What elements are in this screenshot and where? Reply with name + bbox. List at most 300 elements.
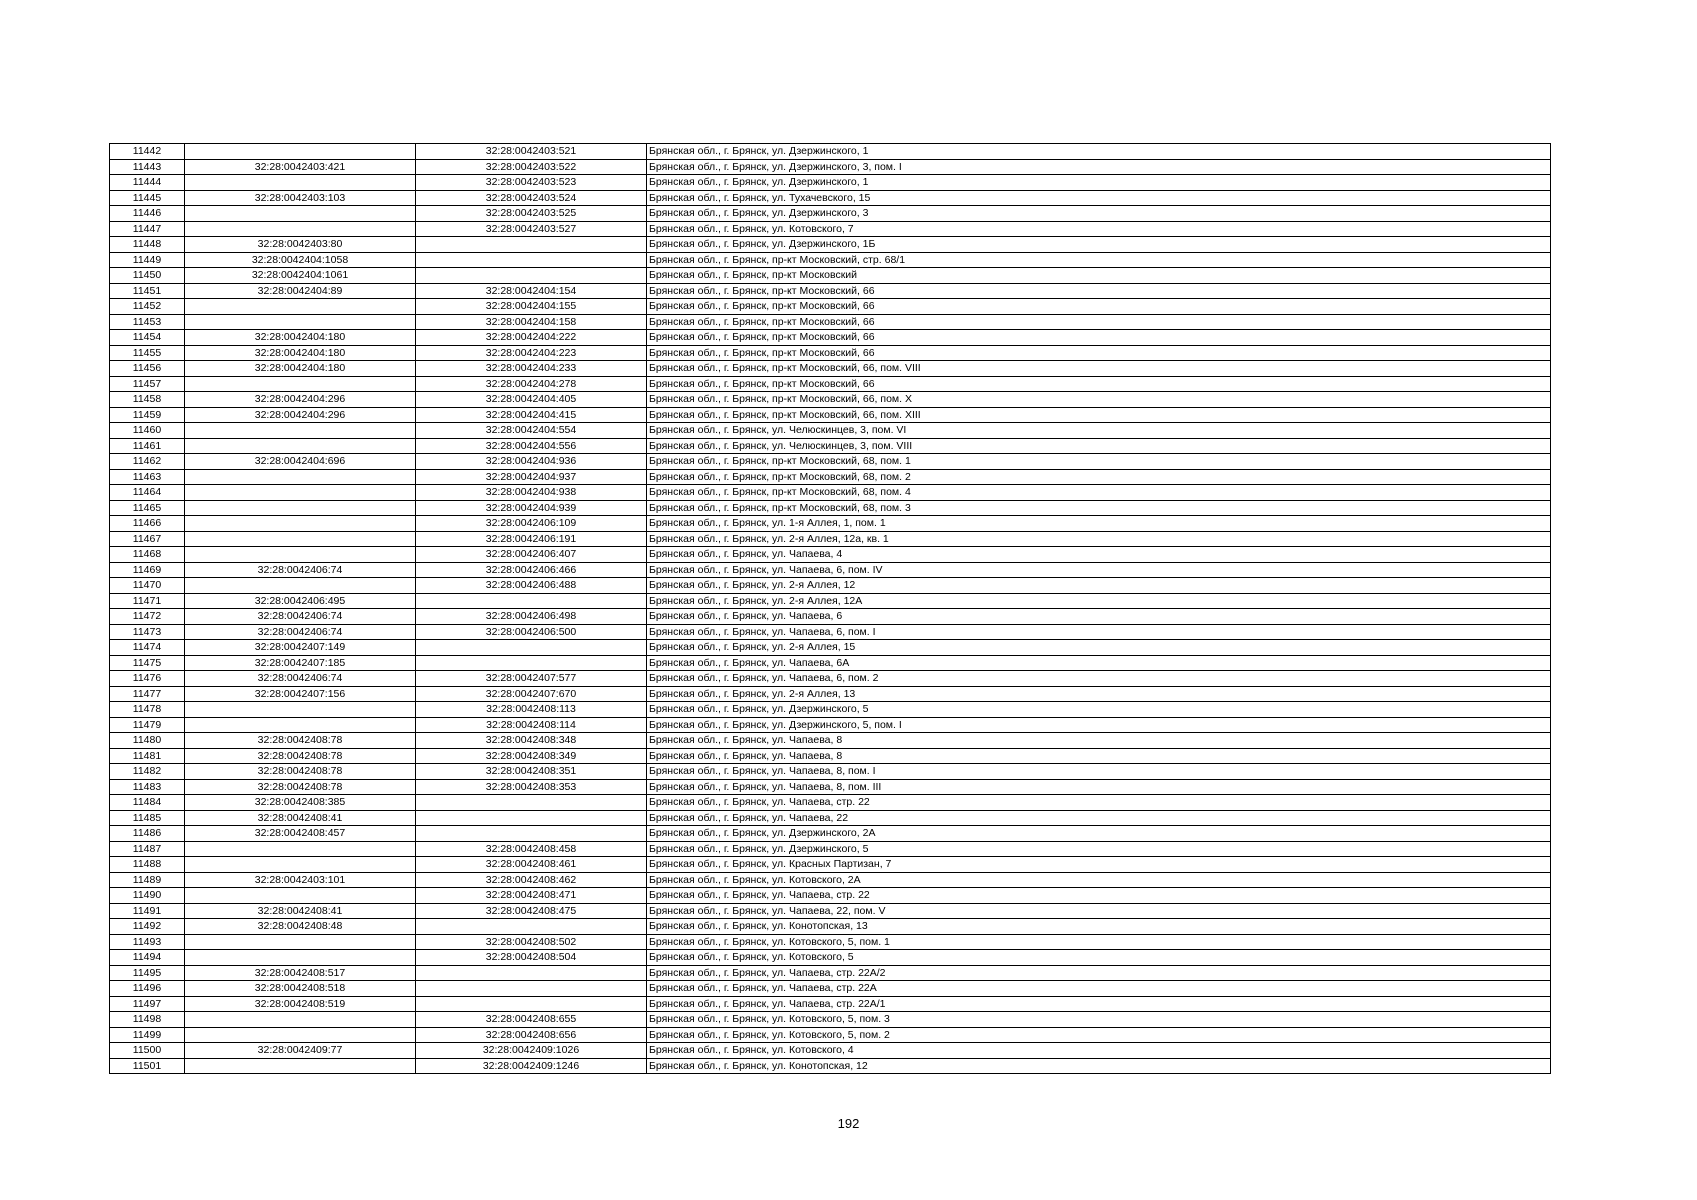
table-row: [110, 1058, 1551, 1074]
parcel-number-cell: 32:28:0042408:41: [185, 903, 416, 919]
parcel-number-cell: 32:28:0042408:518: [185, 981, 416, 997]
table-row: [110, 1012, 1551, 1028]
address-cell: Брянская обл., г. Брянск, ул. 1-я Аллея, 1, пом. 1: [647, 516, 1551, 532]
table-row: [110, 221, 1551, 237]
table-row: [110, 438, 1551, 454]
row-number-cell: 11481: [110, 748, 185, 764]
object-number-cell: 32:28:0042404:938: [416, 485, 647, 501]
row-number-cell: 11461: [110, 438, 185, 454]
object-number-cell: 32:28:0042404:233: [416, 361, 647, 377]
table-row: [110, 950, 1551, 966]
parcel-number-cell: 32:28:0042403:80: [185, 237, 416, 253]
address-cell: Брянская обл., г. Брянск, ул. Дзержинского, 5: [647, 702, 1551, 718]
object-number-cell: 32:28:0042404:158: [416, 314, 647, 330]
address-cell: Брянская обл., г. Брянск, ул. Котовского, 5, пом. 3: [647, 1012, 1551, 1028]
object-number-cell: [416, 237, 647, 253]
table-row: [110, 578, 1551, 594]
table-row: [110, 903, 1551, 919]
parcel-number-cell: [185, 531, 416, 547]
row-number-cell: 11475: [110, 655, 185, 671]
parcel-number-cell: 32:28:0042404:696: [185, 454, 416, 470]
page-number: 192: [837, 1116, 860, 1131]
address-cell: Брянская обл., г. Брянск, ул. Чапаева, 8, пом. I: [647, 764, 1551, 780]
parcel-number-cell: 32:28:0042407:149: [185, 640, 416, 656]
address-cell: Брянская обл., г. Брянск, пр-кт Московский: [647, 268, 1551, 284]
address-cell: Брянская обл., г. Брянск, ул. 2-я Аллея, 15: [647, 640, 1551, 656]
row-number-cell: 11494: [110, 950, 185, 966]
address-cell: Брянская обл., г. Брянск, ул. Чапаева, 6, пом. I: [647, 624, 1551, 640]
address-cell: Брянская обл., г. Брянск, ул. Чапаева, стр. 22А/1: [647, 996, 1551, 1012]
row-number-cell: 11443: [110, 159, 185, 175]
row-number-cell: 11444: [110, 175, 185, 191]
table-row: [110, 299, 1551, 315]
address-cell: Брянская обл., г. Брянск, пр-кт Московский, 66: [647, 314, 1551, 330]
address-cell: Брянская обл., г. Брянск, ул. Чапаева, 6А: [647, 655, 1551, 671]
object-number-cell: [416, 252, 647, 268]
parcel-number-cell: 32:28:0042406:74: [185, 671, 416, 687]
table-row: [110, 283, 1551, 299]
row-number-cell: 11467: [110, 531, 185, 547]
parcel-number-cell: 32:28:0042407:156: [185, 686, 416, 702]
row-number-cell: 11484: [110, 795, 185, 811]
row-number-cell: 11448: [110, 237, 185, 253]
address-cell: Брянская обл., г. Брянск, ул. Котовского, 4: [647, 1043, 1551, 1059]
parcel-number-cell: 32:28:0042404:1058: [185, 252, 416, 268]
object-number-cell: 32:28:0042408:114: [416, 717, 647, 733]
address-cell: Брянская обл., г. Брянск, ул. Чапаева, 22: [647, 810, 1551, 826]
address-cell: Брянская обл., г. Брянск, ул. Котовского, 7: [647, 221, 1551, 237]
parcel-number-cell: 32:28:0042408:48: [185, 919, 416, 935]
address-cell: Брянская обл., г. Брянск, пр-кт Московский, 66, пом. VIII: [647, 361, 1551, 377]
parcel-number-cell: [185, 438, 416, 454]
table-row: [110, 593, 1551, 609]
object-number-cell: 32:28:0042404:222: [416, 330, 647, 346]
address-cell: Брянская обл., г. Брянск, ул. Котовского, 5: [647, 950, 1551, 966]
row-number-cell: 11483: [110, 779, 185, 795]
row-number-cell: 11460: [110, 423, 185, 439]
parcel-number-cell: [185, 1027, 416, 1043]
object-number-cell: 32:28:0042408:502: [416, 934, 647, 950]
row-number-cell: 11462: [110, 454, 185, 470]
table-row: [110, 872, 1551, 888]
row-number-cell: 11455: [110, 345, 185, 361]
parcel-number-cell: 32:28:0042408:41: [185, 810, 416, 826]
address-cell: Брянская обл., г. Брянск, пр-кт Московский, 66, пом. XIII: [647, 407, 1551, 423]
table-row: [110, 454, 1551, 470]
address-cell: Брянская обл., г. Брянск, ул. Котовского, 5, пом. 1: [647, 934, 1551, 950]
row-number-cell: 11458: [110, 392, 185, 408]
address-cell: Брянская обл., г. Брянск, пр-кт Московский, 66: [647, 330, 1551, 346]
row-number-cell: 11498: [110, 1012, 185, 1028]
row-number-cell: 11480: [110, 733, 185, 749]
table-row: [110, 423, 1551, 439]
address-cell: Брянская обл., г. Брянск, ул. Дзержинского, 1Б: [647, 237, 1551, 253]
row-number-cell: 11496: [110, 981, 185, 997]
address-cell: Брянская обл., г. Брянск, ул. Конотопская, 13: [647, 919, 1551, 935]
table-row: [110, 748, 1551, 764]
address-cell: Брянская обл., г. Брянск, ул. 2-я Аллея, 12: [647, 578, 1551, 594]
object-number-cell: 32:28:0042404:155: [416, 299, 647, 315]
parcel-number-cell: [185, 485, 416, 501]
parcel-number-cell: 32:28:0042408:78: [185, 764, 416, 780]
address-cell: Брянская обл., г. Брянск, пр-кт Московский, 66: [647, 345, 1551, 361]
row-number-cell: 11442: [110, 144, 185, 160]
address-cell: Брянская обл., г. Брянск, ул. Конотопская, 12: [647, 1058, 1551, 1074]
object-number-cell: 32:28:0042404:415: [416, 407, 647, 423]
row-number-cell: 11478: [110, 702, 185, 718]
parcel-number-cell: 32:28:0042406:74: [185, 624, 416, 640]
parcel-number-cell: 32:28:0042406:74: [185, 562, 416, 578]
address-cell: Брянская обл., г. Брянск, ул. Дзержинского, 1: [647, 175, 1551, 191]
address-cell: Брянская обл., г. Брянск, ул. Чапаева, стр. 22А: [647, 981, 1551, 997]
row-number-cell: 11465: [110, 500, 185, 516]
row-number-cell: 11452: [110, 299, 185, 315]
row-number-cell: 11466: [110, 516, 185, 532]
table-row: [110, 190, 1551, 206]
parcel-number-cell: 32:28:0042406:74: [185, 609, 416, 625]
row-number-cell: 11449: [110, 252, 185, 268]
table-row: [110, 469, 1551, 485]
table-row: [110, 919, 1551, 935]
row-number-cell: 11464: [110, 485, 185, 501]
object-number-cell: 32:28:0042408:656: [416, 1027, 647, 1043]
address-cell: Брянская обл., г. Брянск, ул. Чапаева, стр. 22: [647, 888, 1551, 904]
object-number-cell: 32:28:0042404:223: [416, 345, 647, 361]
row-number-cell: 11482: [110, 764, 185, 780]
address-cell: Брянская обл., г. Брянск, ул. 2-я Аллея, 12а, кв. 1: [647, 531, 1551, 547]
table-row: [110, 547, 1551, 563]
row-number-cell: 11471: [110, 593, 185, 609]
address-cell: Брянская обл., г. Брянск, пр-кт Московский, 68, пом. 3: [647, 500, 1551, 516]
object-number-cell: [416, 655, 647, 671]
address-cell: Брянская обл., г. Брянск, ул. Чапаева, стр. 22А/2: [647, 965, 1551, 981]
table-row: [110, 1043, 1551, 1059]
parcel-number-cell: 32:28:0042408:78: [185, 733, 416, 749]
row-number-cell: 11456: [110, 361, 185, 377]
parcel-number-cell: 32:28:0042408:78: [185, 779, 416, 795]
parcel-number-cell: [185, 221, 416, 237]
object-number-cell: 32:28:0042406:407: [416, 547, 647, 563]
object-number-cell: 32:28:0042408:349: [416, 748, 647, 764]
object-number-cell: 32:28:0042406:109: [416, 516, 647, 532]
object-number-cell: [416, 965, 647, 981]
table-row: [110, 485, 1551, 501]
parcel-number-cell: [185, 547, 416, 563]
object-number-cell: 32:28:0042408:655: [416, 1012, 647, 1028]
object-number-cell: 32:28:0042409:1246: [416, 1058, 647, 1074]
parcel-number-cell: [185, 888, 416, 904]
object-number-cell: 32:28:0042403:525: [416, 206, 647, 222]
address-cell: Брянская обл., г. Брянск, ул. Тухачевского, 15: [647, 190, 1551, 206]
table-row: [110, 965, 1551, 981]
row-number-cell: 11501: [110, 1058, 185, 1074]
address-cell: Брянская обл., г. Брянск, пр-кт Московский, 66: [647, 283, 1551, 299]
parcel-number-cell: [185, 500, 416, 516]
object-number-cell: 32:28:0042407:577: [416, 671, 647, 687]
object-number-cell: 32:28:0042408:471: [416, 888, 647, 904]
parcel-number-cell: 32:28:0042403:103: [185, 190, 416, 206]
object-number-cell: 32:28:0042408:351: [416, 764, 647, 780]
address-cell: Брянская обл., г. Брянск, ул. Чапаева, 8, пом. III: [647, 779, 1551, 795]
parcel-number-cell: [185, 1012, 416, 1028]
row-number-cell: 11489: [110, 872, 185, 888]
table-row: [110, 407, 1551, 423]
object-number-cell: 32:28:0042408:462: [416, 872, 647, 888]
row-number-cell: 11454: [110, 330, 185, 346]
object-number-cell: 32:28:0042408:461: [416, 857, 647, 873]
table-row: [110, 361, 1551, 377]
object-number-cell: 32:28:0042404:937: [416, 469, 647, 485]
table-row: [110, 702, 1551, 718]
address-cell: Брянская обл., г. Брянск, пр-кт Московский, 68, пом. 2: [647, 469, 1551, 485]
object-number-cell: 32:28:0042408:113: [416, 702, 647, 718]
address-cell: Брянская обл., г. Брянск, пр-кт Московский, 68, пом. 4: [647, 485, 1551, 501]
object-number-cell: 32:28:0042404:939: [416, 500, 647, 516]
parcel-number-cell: [185, 299, 416, 315]
parcel-number-cell: [185, 376, 416, 392]
object-number-cell: 32:28:0042404:278: [416, 376, 647, 392]
parcel-number-cell: 32:28:0042408:457: [185, 826, 416, 842]
table-row: [110, 888, 1551, 904]
address-cell: Брянская обл., г. Брянск, ул. Чапаева, стр. 22: [647, 795, 1551, 811]
table-row: [110, 655, 1551, 671]
parcel-number-cell: 32:28:0042408:385: [185, 795, 416, 811]
parcel-number-cell: [185, 314, 416, 330]
parcel-number-cell: [185, 717, 416, 733]
table-row: [110, 686, 1551, 702]
row-number-cell: 11493: [110, 934, 185, 950]
row-number-cell: 11468: [110, 547, 185, 563]
table-row: [110, 562, 1551, 578]
object-number-cell: 32:28:0042403:523: [416, 175, 647, 191]
row-number-cell: 11476: [110, 671, 185, 687]
row-number-cell: 11445: [110, 190, 185, 206]
parcel-number-cell: [185, 702, 416, 718]
object-number-cell: 32:28:0042403:527: [416, 221, 647, 237]
table-row: [110, 795, 1551, 811]
table-row: [110, 810, 1551, 826]
object-number-cell: 32:28:0042407:670: [416, 686, 647, 702]
object-number-cell: [416, 640, 647, 656]
parcel-number-cell: 32:28:0042404:180: [185, 330, 416, 346]
address-cell: Брянская обл., г. Брянск, ул. Дзержинского, 1: [647, 144, 1551, 160]
parcel-number-cell: [185, 950, 416, 966]
row-number-cell: 11470: [110, 578, 185, 594]
parcel-number-cell: 32:28:0042403:421: [185, 159, 416, 175]
object-number-cell: [416, 919, 647, 935]
parcel-number-cell: [185, 841, 416, 857]
table-row: [110, 159, 1551, 175]
table-row: [110, 314, 1551, 330]
parcel-number-cell: 32:28:0042409:77: [185, 1043, 416, 1059]
table-row: [110, 206, 1551, 222]
row-number-cell: 11491: [110, 903, 185, 919]
address-cell: Брянская обл., г. Брянск, ул. Чапаева, 4: [647, 547, 1551, 563]
table-row: [110, 175, 1551, 191]
table-row: [110, 671, 1551, 687]
object-number-cell: 32:28:0042408:348: [416, 733, 647, 749]
object-number-cell: 32:28:0042406:498: [416, 609, 647, 625]
address-cell: Брянская обл., г. Брянск, пр-кт Московский, 68, пом. 1: [647, 454, 1551, 470]
row-number-cell: 11453: [110, 314, 185, 330]
address-cell: Брянская обл., г. Брянск, ул. Чапаева, 22, пом. V: [647, 903, 1551, 919]
parcel-number-cell: [185, 206, 416, 222]
address-cell: Брянская обл., г. Брянск, ул. Чапаева, 6, пом. IV: [647, 562, 1551, 578]
table-row: [110, 330, 1551, 346]
object-number-cell: 32:28:0042404:554: [416, 423, 647, 439]
address-cell: Брянская обл., г. Брянск, ул. Чапаева, 6: [647, 609, 1551, 625]
object-number-cell: 32:28:0042409:1026: [416, 1043, 647, 1059]
parcel-number-cell: 32:28:0042404:89: [185, 283, 416, 299]
parcel-number-cell: 32:28:0042408:517: [185, 965, 416, 981]
row-number-cell: 11479: [110, 717, 185, 733]
object-number-cell: 32:28:0042406:466: [416, 562, 647, 578]
address-cell: Брянская обл., г. Брянск, ул. Дзержинского, 5: [647, 841, 1551, 857]
table-row: [110, 144, 1551, 160]
row-number-cell: 11450: [110, 268, 185, 284]
parcel-number-cell: 32:28:0042406:495: [185, 593, 416, 609]
row-number-cell: 11457: [110, 376, 185, 392]
object-number-cell: 32:28:0042406:191: [416, 531, 647, 547]
parcel-number-cell: [185, 578, 416, 594]
table-row: [110, 500, 1551, 516]
object-number-cell: [416, 996, 647, 1012]
object-number-cell: 32:28:0042404:936: [416, 454, 647, 470]
row-number-cell: 11459: [110, 407, 185, 423]
row-number-cell: 11477: [110, 686, 185, 702]
address-cell: Брянская обл., г. Брянск, ул. Дзержинского, 5, пом. I: [647, 717, 1551, 733]
row-number-cell: 11490: [110, 888, 185, 904]
object-number-cell: 32:28:0042404:154: [416, 283, 647, 299]
table-row: [110, 981, 1551, 997]
address-cell: Брянская обл., г. Брянск, ул. Красных Партизан, 7: [647, 857, 1551, 873]
row-number-cell: 11451: [110, 283, 185, 299]
row-number-cell: 11487: [110, 841, 185, 857]
parcel-number-cell: [185, 469, 416, 485]
object-number-cell: [416, 981, 647, 997]
table-row: [110, 640, 1551, 656]
parcel-number-cell: 32:28:0042404:296: [185, 407, 416, 423]
table-row: [110, 376, 1551, 392]
parcel-number-cell: 32:28:0042404:296: [185, 392, 416, 408]
table-row: [110, 996, 1551, 1012]
table-row: [110, 934, 1551, 950]
table-row: [110, 237, 1551, 253]
row-number-cell: 11486: [110, 826, 185, 842]
row-number-cell: 11495: [110, 965, 185, 981]
table-body: [110, 144, 1551, 1074]
address-cell: Брянская обл., г. Брянск, ул. Дзержинского, 2А: [647, 826, 1551, 842]
row-number-cell: 11492: [110, 919, 185, 935]
object-number-cell: 32:28:0042408:353: [416, 779, 647, 795]
object-number-cell: [416, 795, 647, 811]
row-number-cell: 11474: [110, 640, 185, 656]
parcel-number-cell: 32:28:0042403:101: [185, 872, 416, 888]
table-row: [110, 392, 1551, 408]
object-number-cell: 32:28:0042404:556: [416, 438, 647, 454]
row-number-cell: 11446: [110, 206, 185, 222]
parcel-number-cell: 32:28:0042407:185: [185, 655, 416, 671]
parcel-number-cell: [185, 516, 416, 532]
object-number-cell: 32:28:0042406:500: [416, 624, 647, 640]
address-cell: Брянская обл., г. Брянск, пр-кт Московский, 66: [647, 299, 1551, 315]
object-number-cell: 32:28:0042403:521: [416, 144, 647, 160]
parcel-number-cell: 32:28:0042408:519: [185, 996, 416, 1012]
row-number-cell: 11447: [110, 221, 185, 237]
address-cell: Брянская обл., г. Брянск, ул. Котовского, 5, пом. 2: [647, 1027, 1551, 1043]
parcel-number-cell: 32:28:0042404:180: [185, 361, 416, 377]
table-row: [110, 1027, 1551, 1043]
parcel-number-cell: 32:28:0042404:180: [185, 345, 416, 361]
table-row: [110, 252, 1551, 268]
table-row: [110, 717, 1551, 733]
object-number-cell: 32:28:0042403:524: [416, 190, 647, 206]
table-row: [110, 516, 1551, 532]
parcel-number-cell: [185, 144, 416, 160]
table-row: [110, 624, 1551, 640]
table-row: [110, 857, 1551, 873]
address-cell: Брянская обл., г. Брянск, пр-кт Московский, стр. 68/1: [647, 252, 1551, 268]
address-cell: Брянская обл., г. Брянск, ул. Чапаева, 6, пом. 2: [647, 671, 1551, 687]
object-number-cell: 32:28:0042404:405: [416, 392, 647, 408]
parcel-number-cell: 32:28:0042408:78: [185, 748, 416, 764]
object-number-cell: 32:28:0042403:522: [416, 159, 647, 175]
parcel-number-cell: [185, 175, 416, 191]
parcel-number-cell: [185, 423, 416, 439]
parcel-number-cell: [185, 934, 416, 950]
row-number-cell: 11485: [110, 810, 185, 826]
address-cell: Брянская обл., г. Брянск, ул. 2-я Аллея, 13: [647, 686, 1551, 702]
address-cell: Брянская обл., г. Брянск, ул. Чапаева, 8: [647, 733, 1551, 749]
address-cell: Брянская обл., г. Брянск, пр-кт Московский, 66: [647, 376, 1551, 392]
row-number-cell: 11463: [110, 469, 185, 485]
object-number-cell: 32:28:0042408:475: [416, 903, 647, 919]
table-row: [110, 764, 1551, 780]
object-number-cell: [416, 810, 647, 826]
address-cell: Брянская обл., г. Брянск, ул. Дзержинского, 3: [647, 206, 1551, 222]
object-number-cell: 32:28:0042408:458: [416, 841, 647, 857]
table-row: [110, 733, 1551, 749]
row-number-cell: 11473: [110, 624, 185, 640]
object-number-cell: 32:28:0042406:488: [416, 578, 647, 594]
table-row: [110, 779, 1551, 795]
address-cell: Брянская обл., г. Брянск, ул. Дзержинского, 3, пом. I: [647, 159, 1551, 175]
address-cell: Брянская обл., г. Брянск, ул. Челюскинцев, 3, пом. VIII: [647, 438, 1551, 454]
table-row: [110, 841, 1551, 857]
object-number-cell: 32:28:0042408:504: [416, 950, 647, 966]
address-cell: Брянская обл., г. Брянск, ул. Котовского, 2А: [647, 872, 1551, 888]
address-cell: Брянская обл., г. Брянск, ул. Челюскинцев, 3, пом. VI: [647, 423, 1551, 439]
parcel-number-cell: 32:28:0042404:1061: [185, 268, 416, 284]
row-number-cell: 11500: [110, 1043, 185, 1059]
table-row: [110, 268, 1551, 284]
table-row: [110, 609, 1551, 625]
table-row: [110, 531, 1551, 547]
parcel-number-cell: [185, 1058, 416, 1074]
address-cell: Брянская обл., г. Брянск, ул. Чапаева, 8: [647, 748, 1551, 764]
row-number-cell: 11497: [110, 996, 185, 1012]
address-cell: Брянская обл., г. Брянск, пр-кт Московский, 66, пом. X: [647, 392, 1551, 408]
parcel-number-cell: [185, 857, 416, 873]
records-table: [109, 143, 1551, 1074]
table-row: [110, 345, 1551, 361]
object-number-cell: [416, 593, 647, 609]
address-cell: Брянская обл., г. Брянск, ул. 2-я Аллея, 12А: [647, 593, 1551, 609]
row-number-cell: 11488: [110, 857, 185, 873]
row-number-cell: 11472: [110, 609, 185, 625]
row-number-cell: 11469: [110, 562, 185, 578]
table-row: [110, 826, 1551, 842]
